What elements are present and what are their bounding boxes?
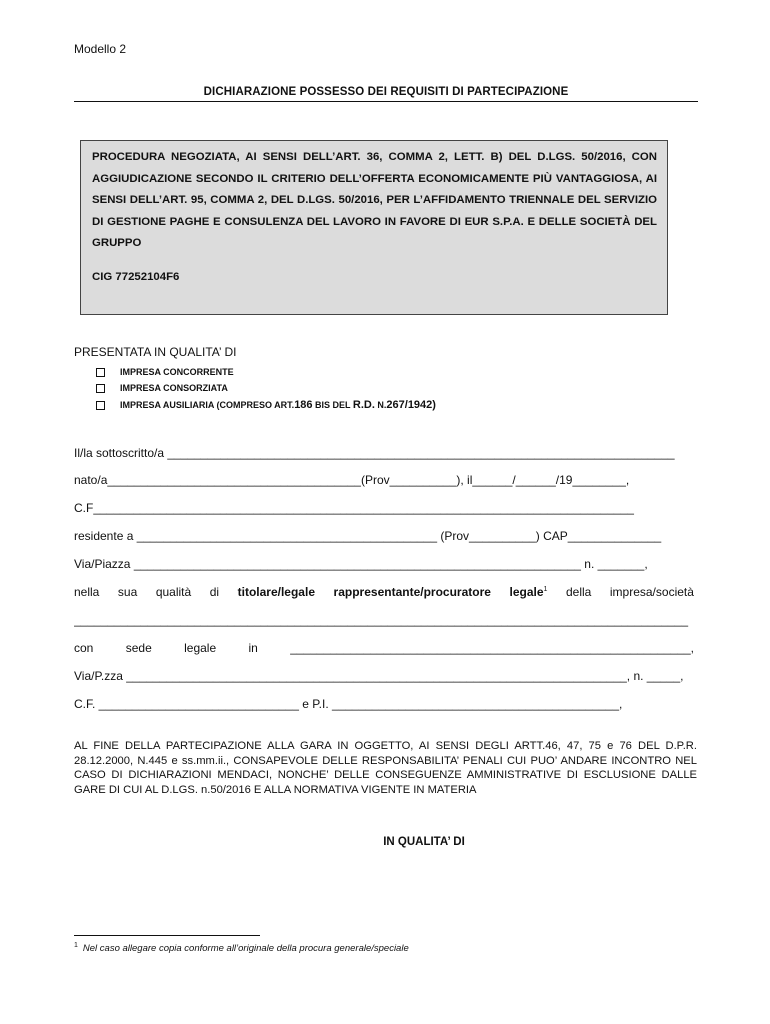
footnote-ref: 1 (543, 586, 548, 593)
field-cf[interactable]: C.F_________________________________________________________________________________ (74, 501, 634, 515)
option-label: IMPRESA AUSILIARIA (COMPRESO ART.186 BIS DEL R.D. N.267/1942) (120, 399, 436, 411)
option-concorrente[interactable] (96, 367, 234, 377)
field-via[interactable]: Via/Piazza ___________________________________________________________________ n. _______, (74, 557, 648, 571)
footnote-separator (74, 935, 260, 936)
checkbox-consorziata[interactable] (96, 384, 105, 393)
option-label: IMPRESA CONSORZIATA (120, 383, 228, 393)
model-label: Modello 2 (74, 42, 127, 56)
field-cf-piva[interactable]: C.F. ______________________________ e P.I. ___________________________________________, (74, 697, 623, 711)
checkbox-ausiliaria[interactable] (96, 401, 105, 410)
in-qualita-heading: IN QUALITA’ DI (383, 836, 465, 848)
option-consorziata[interactable] (96, 383, 228, 393)
field-via-pzza[interactable]: Via/P.zza ___________________________________________________________________________, n. _____, (74, 669, 684, 683)
presentata-heading: PRESENTATA IN QUALITA’ DI (74, 345, 237, 359)
procedure-text: PROCEDURA NEGOZIATA, AI SENSI DELL’ART. 36, COMMA 2, LETT. B) DEL D.LGS. 50/2016, CON AGGIUDICAZIONE SECONDO IL CRITERIO DELL’OFFERTA ECONOMICAMENTE PIÙ VANTAGGIOSA, AI SENSI DELL’ART. 95, COMMA 2, DEL D.LGS. 50/2016, PER L’AFFIDAMENTO TRIENNALE DEL SERVIZIO DI GESTIONE PAGHE E CONSULENZA DEL LAVORO IN FAVORE DI EUR S.P.A. E DELLE SOCIETÀ DEL GRUPPO (92, 151, 657, 249)
field-sede[interactable]: con sede legale in ____________________________________________________________, (74, 641, 694, 655)
footnote (74, 942, 409, 954)
footnote-text: Nel caso allegare copia conforme all’originale della procura generale/speciale (82, 943, 409, 955)
field-nato[interactable]: nato/a______________________________________(Prov__________), il______/______/19________, (74, 473, 630, 487)
procedure-box (80, 140, 668, 315)
field-qualita[interactable]: nella sua qualità di titolare/legale rappresentante/procuratore legale$^1$ della impresa/società (74, 585, 694, 599)
field-sottoscritto[interactable]: Il/la sottoscritto/a ____________________________________________________________________________ (74, 446, 675, 460)
option-ausiliaria[interactable] (96, 399, 436, 411)
document-title: DICHIARAZIONE POSSESSO DEI REQUISITI DI PARTECIPAZIONE (203, 86, 569, 98)
option-label: IMPRESA CONCORRENTE (120, 367, 234, 377)
title-underline (74, 101, 698, 102)
cig-code: CIG 77252104F6 (92, 271, 180, 283)
declaration-paragraph: AL FINE DELLA PARTECIPAZIONE ALLA GARA IN OGGETTO, AI SENSI DEGLI ARTT.46, 47, 75 e 76 DEL D.P.R. 28.12.2000, N.445 e ss.mm.ii., CONSAPEVOLE DELLE RESPONSABILITA’ PENALI CUI PUO’ ANDARE INCONTRO NEL CASO DI DICHIARAZIONI MENDACI, NONCHE’ DELLE CONSEGUENZE AMMINISTRATIVE DI ESCLUSIONE DALLE GARE DI CUI AL D.LGS. n.50/2016 E ALLA NORMATIVA VIGENTE IN MATERIA (74, 740, 697, 796)
footnote-number: 1 (74, 942, 78, 949)
checkbox-concorrente[interactable] (96, 368, 105, 377)
field-impresa-blank[interactable]: ____________________________________________________________________________________________ (74, 613, 688, 627)
field-residente[interactable]: residente a _____________________________________________ (Prov__________) CAP______________ (74, 529, 662, 543)
